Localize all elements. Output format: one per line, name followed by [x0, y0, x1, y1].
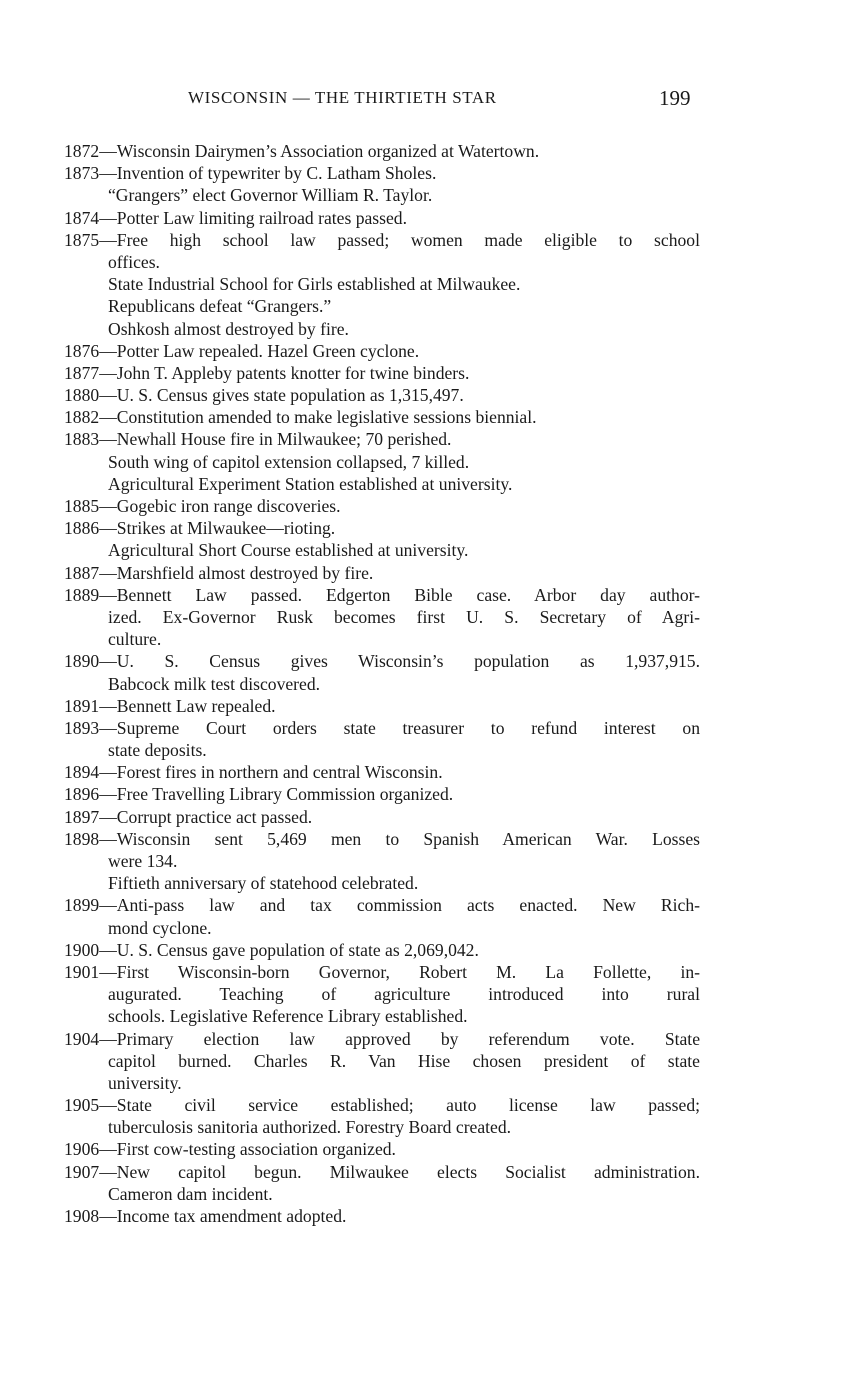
entry-line: 1891—Bennett Law repealed.: [64, 695, 276, 716]
chronology-entry: [64, 1028, 700, 1095]
entry-continuation-line: Fiftieth anniversary of statehood celebrated.: [108, 873, 419, 894]
entry-line: 1889—Bennett Law passed. Edgerton Bible case. Arbor day author-: [64, 584, 700, 605]
entry-continuation-line: state deposits.: [108, 740, 207, 761]
entry-continuation-line: offices.: [108, 251, 160, 272]
chronology-entry: [64, 894, 700, 938]
entry-line: 1880—U. S. Census gives state population as 1,315,497.: [64, 385, 464, 406]
entry-line: 1887—Marshfield almost destroyed by fire.: [64, 562, 374, 583]
chronology-entry: [64, 761, 700, 783]
entry-continuation-line: Babcock milk test discovered.: [108, 673, 321, 694]
entry-continuation-line: ized. Ex-Governor Rusk becomes first U. S. Secretary of Agri-: [108, 606, 700, 627]
chronology-entry: [64, 140, 700, 162]
entry-line: 1872—Wisconsin Dairymen’s Association organized at Watertown.: [64, 141, 540, 161]
entry-line: 1885—Gogebic iron range discoveries.: [64, 496, 341, 516]
entry-continuation-line: mond cyclone.: [108, 917, 212, 938]
entry-line: 1907—New capitol begun. Milwaukee elects Socialist administration.: [64, 1161, 700, 1182]
entry-line: 1873—Invention of typewriter by C. Latham Sholes.: [64, 163, 437, 184]
entry-continuation-line: were 134.: [108, 851, 178, 871]
chronology-list: [64, 140, 700, 1227]
chronology-entry: [64, 961, 700, 1028]
entry-continuation-line: schools. Legislative Reference Library established.: [108, 1006, 468, 1027]
chronology-entry: [64, 384, 700, 406]
chronology-entry: [64, 1138, 700, 1160]
chronology-entry: [64, 584, 700, 651]
entry-line: 1899—Anti-pass law and tax commission acts enacted. New Rich-: [64, 895, 700, 916]
entry-continuation-line: Oshkosh almost destroyed by fire.: [108, 318, 349, 339]
entry-continuation-line: university.: [108, 1072, 182, 1093]
chronology-entry: [64, 340, 700, 362]
entry-continuation-line: Republicans defeat “Grangers.”: [108, 296, 332, 317]
chronology-entry: [64, 1205, 700, 1227]
chronology-entry: [64, 406, 700, 428]
entry-continuation-line: culture.: [108, 629, 162, 650]
entry-line: 1904—Primary election law approved by referendum vote. State: [64, 1028, 700, 1049]
chronology-entry: [64, 806, 700, 828]
entry-line: 1876—Potter Law repealed. Hazel Green cyclone.: [64, 340, 420, 361]
entry-line: 1877—John T. Appleby patents knotter for twine binders.: [64, 362, 470, 383]
entry-continuation-line: tuberculosis sanitoria authorized. Forestry Board created.: [108, 1117, 512, 1138]
chronology-entry: [64, 428, 700, 495]
running-head: WISCONSIN — THE THIRTIETH STAR: [188, 88, 497, 107]
chronology-entry: [64, 562, 700, 584]
entry-continuation-line: Agricultural Experiment Station established at university.: [108, 473, 513, 494]
entry-line: 1886—Strikes at Milwaukee—rioting.: [64, 518, 336, 539]
chronology-entry: [64, 495, 700, 517]
entry-line: 1875—Free high school law passed; women made eligible to school: [64, 229, 700, 250]
entry-continuation-line: Cameron dam incident.: [108, 1183, 273, 1204]
chronology-entry: [64, 783, 700, 805]
entry-continuation-line: Agricultural Short Course established at university.: [108, 540, 469, 561]
chronology-entry: [64, 650, 700, 694]
entry-line: 1898—Wisconsin sent 5,469 men to Spanish American War. Losses: [64, 828, 700, 849]
chronology-entry: [64, 717, 700, 761]
chronology-entry: [64, 362, 700, 384]
entry-line: 1896—Free Travelling Library Commission organized.: [64, 784, 454, 805]
entry-continuation-line: State Industrial School for Girls established at Milwaukee.: [108, 274, 521, 295]
chronology-entry: [64, 939, 700, 961]
entry-line: 1894—Forest fires in northern and central Wisconsin.: [64, 762, 443, 783]
chronology-entry: [64, 1094, 700, 1138]
chronology-entry: [64, 162, 700, 206]
page-header: [0, 86, 859, 110]
entry-continuation-line: “Grangers” elect Governor William R. Taylor.: [108, 185, 433, 206]
entry-line: 1905—State civil service established; auto license law passed;: [64, 1095, 700, 1116]
chronology-entry: [64, 517, 700, 561]
entry-line: 1882—Constitution amended to make legislative sessions biennial.: [64, 407, 537, 428]
entry-line: 1890—U. S. Census gives Wisconsin’s population as 1,937,915.: [64, 651, 700, 672]
entry-continuation-line: augurated. Teaching of agriculture introduced into rural: [108, 984, 700, 1005]
chronology-entry: [64, 828, 700, 895]
chronology-entry: [64, 229, 700, 340]
entry-continuation-line: South wing of capitol extension collapsed, 7 killed.: [108, 451, 470, 472]
entry-line: 1906—First cow-testing association organized.: [64, 1139, 396, 1160]
chronology-entry: [64, 695, 700, 717]
entry-line: 1883—Newhall House fire in Milwaukee; 70 perished.: [64, 429, 452, 450]
entry-line: 1893—Supreme Court orders state treasurer to refund interest on: [64, 717, 700, 738]
entry-line: 1900—U. S. Census gave population of state as 2,069,042.: [64, 939, 479, 960]
entry-line: 1874—Potter Law limiting railroad rates passed.: [64, 207, 408, 228]
page-number: 199: [659, 86, 691, 110]
entry-line: 1901—First Wisconsin-born Governor, Robert M. La Follette, in-: [64, 961, 700, 982]
chronology-entry: [64, 1161, 700, 1205]
entry-line: 1897—Corrupt practice act passed.: [64, 806, 313, 827]
entry-continuation-line: capitol burned. Charles R. Van Hise chosen president of state: [108, 1050, 700, 1071]
entry-line: 1908—Income tax amendment adopted.: [64, 1206, 347, 1226]
chronology-entry: [64, 207, 700, 229]
